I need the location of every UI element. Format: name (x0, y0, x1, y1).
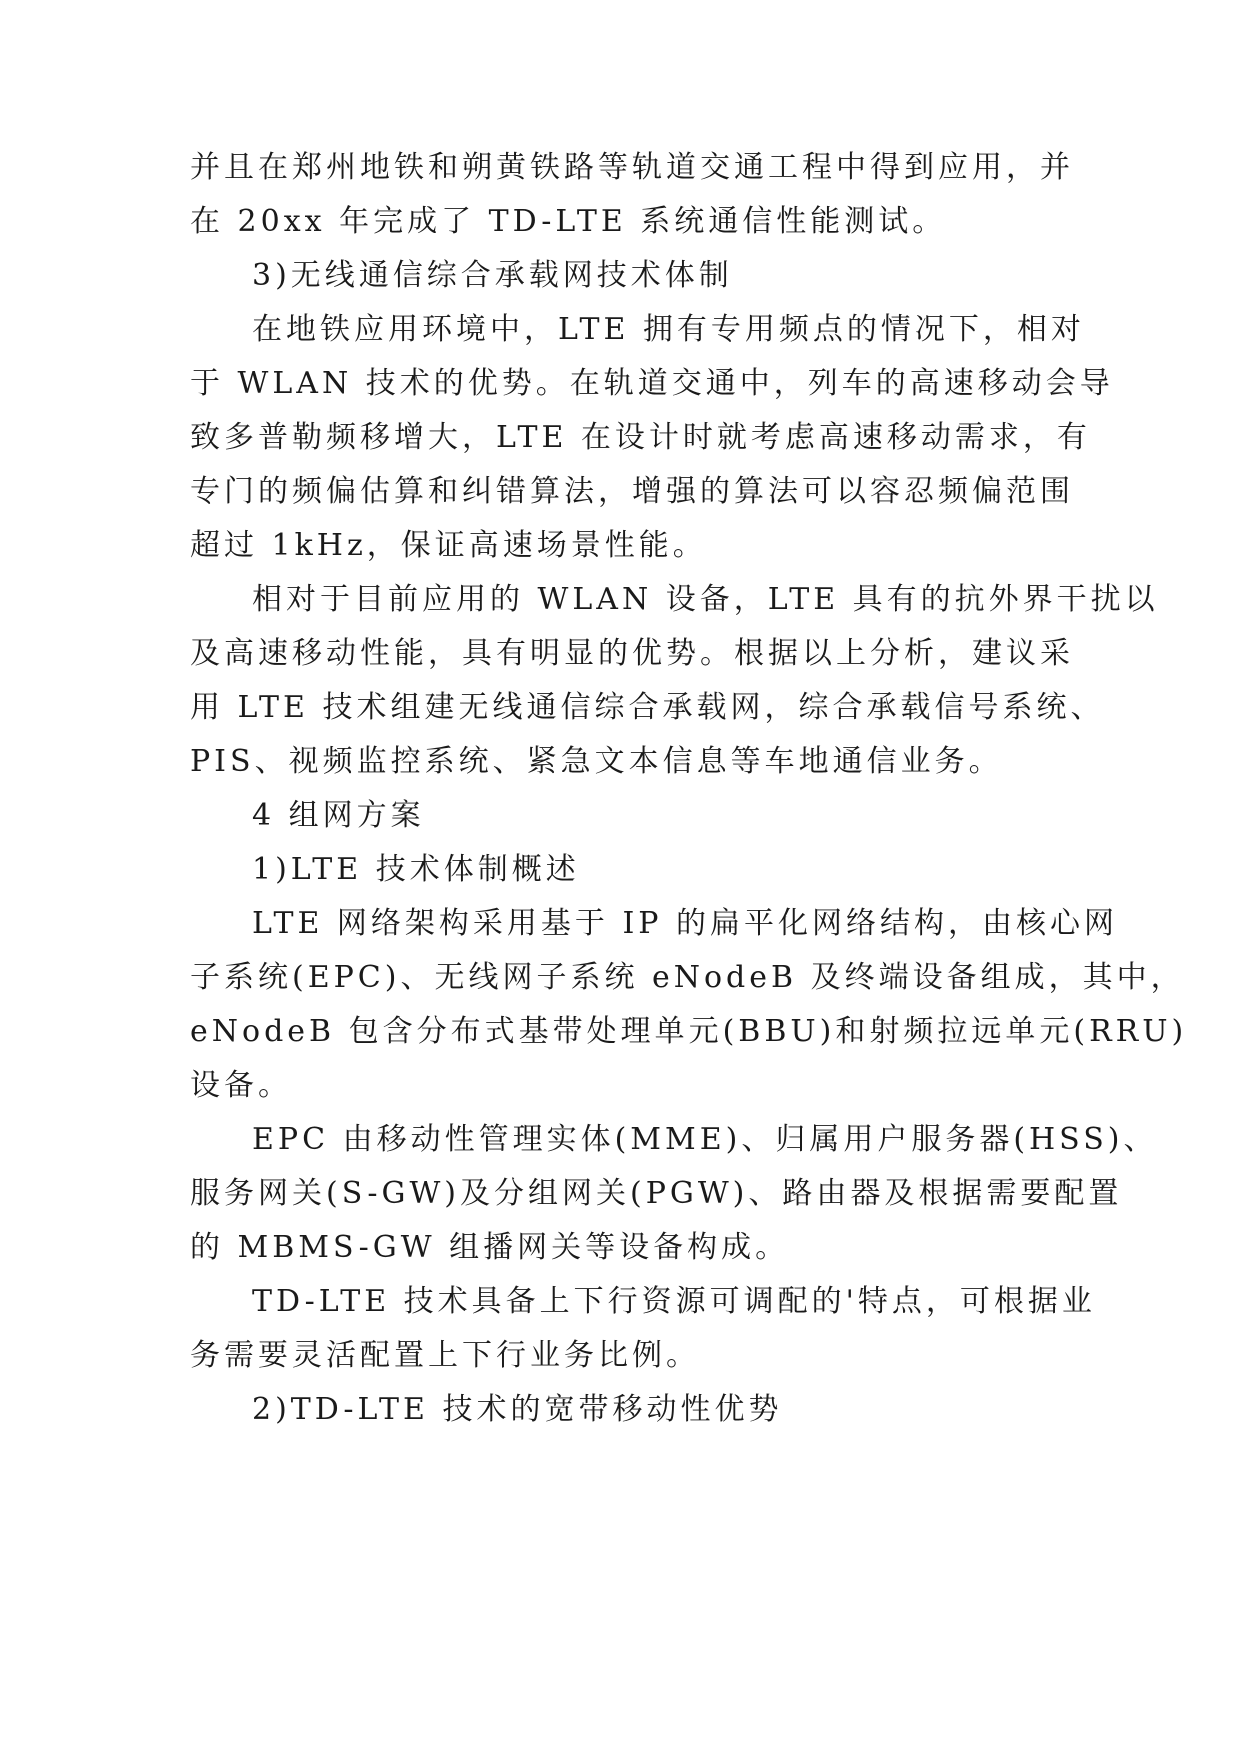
text-line: 用 LTE 技术组建无线通信综合承载网，综合承载信号系统、 (190, 690, 1105, 725)
section-heading: 2)TD-LTE 技术的宽带移动性优势 (252, 1392, 783, 1427)
text-line: 在地铁应用环境中，LTE 拥有专用频点的情况下，相对 (252, 312, 1085, 347)
text-line: LTE 网络架构采用基于 IP 的扁平化网络结构，由核心网 (252, 906, 1119, 941)
text-line: 致多普勒频移增大，LTE 在设计时就考虑高速移动需求，有 (190, 420, 1091, 455)
text-line: TD-LTE 技术具备上下行资源可调配的'特点，可根据业 (252, 1284, 1096, 1319)
text-line: 相对于目前应用的 WLAN 设备，LTE 具有的抗外界干扰以 (252, 582, 1159, 617)
text-line: 子系统(EPC)、无线网子系统 eNodeB 及终端设备组成，其中， (190, 960, 1185, 995)
text-line: 服务网关(S-GW)及分组网关(PGW)、路由器及根据需要配置 (190, 1176, 1123, 1211)
section-heading: 3)无线通信综合承载网技术体制 (252, 258, 733, 293)
text-line: PIS、视频监控系统、紧急文本信息等车地通信业务。 (190, 744, 1003, 779)
text-line: 并且在郑州地铁和朔黄铁路等轨道交通工程中得到应用，并 (190, 150, 1074, 185)
text-line: 设备。 (190, 1068, 292, 1103)
text-line: 在 20xx 年完成了 TD-LTE 系统通信性能测试。 (190, 204, 947, 239)
text-line: 于 WLAN 技术的优势。在轨道交通中，列车的高速移动会导 (190, 366, 1114, 401)
text-line: 超过 1kHz，保证高速场景性能。 (190, 528, 707, 563)
text-line: 务需要灵活配置上下行业务比例。 (190, 1338, 700, 1373)
text-line: EPC 由移动性管理实体(MME)、归属用户服务器(HSS)、 (252, 1122, 1158, 1157)
text-line: eNodeB 包含分布式基带处理单元(BBU)和射频拉远单元(RRU) (190, 1014, 1188, 1049)
text-line: 专门的频偏估算和纠错算法，增强的算法可以容忍频偏范围 (190, 474, 1074, 509)
text-line: 的 MBMS-GW 组播网关等设备构成。 (190, 1230, 790, 1265)
section-heading: 1)LTE 技术体制概述 (252, 852, 580, 887)
section-heading: 4 组网方案 (252, 798, 425, 833)
text-line: 及高速移动性能，具有明显的优势。根据以上分析，建议采 (190, 636, 1074, 671)
